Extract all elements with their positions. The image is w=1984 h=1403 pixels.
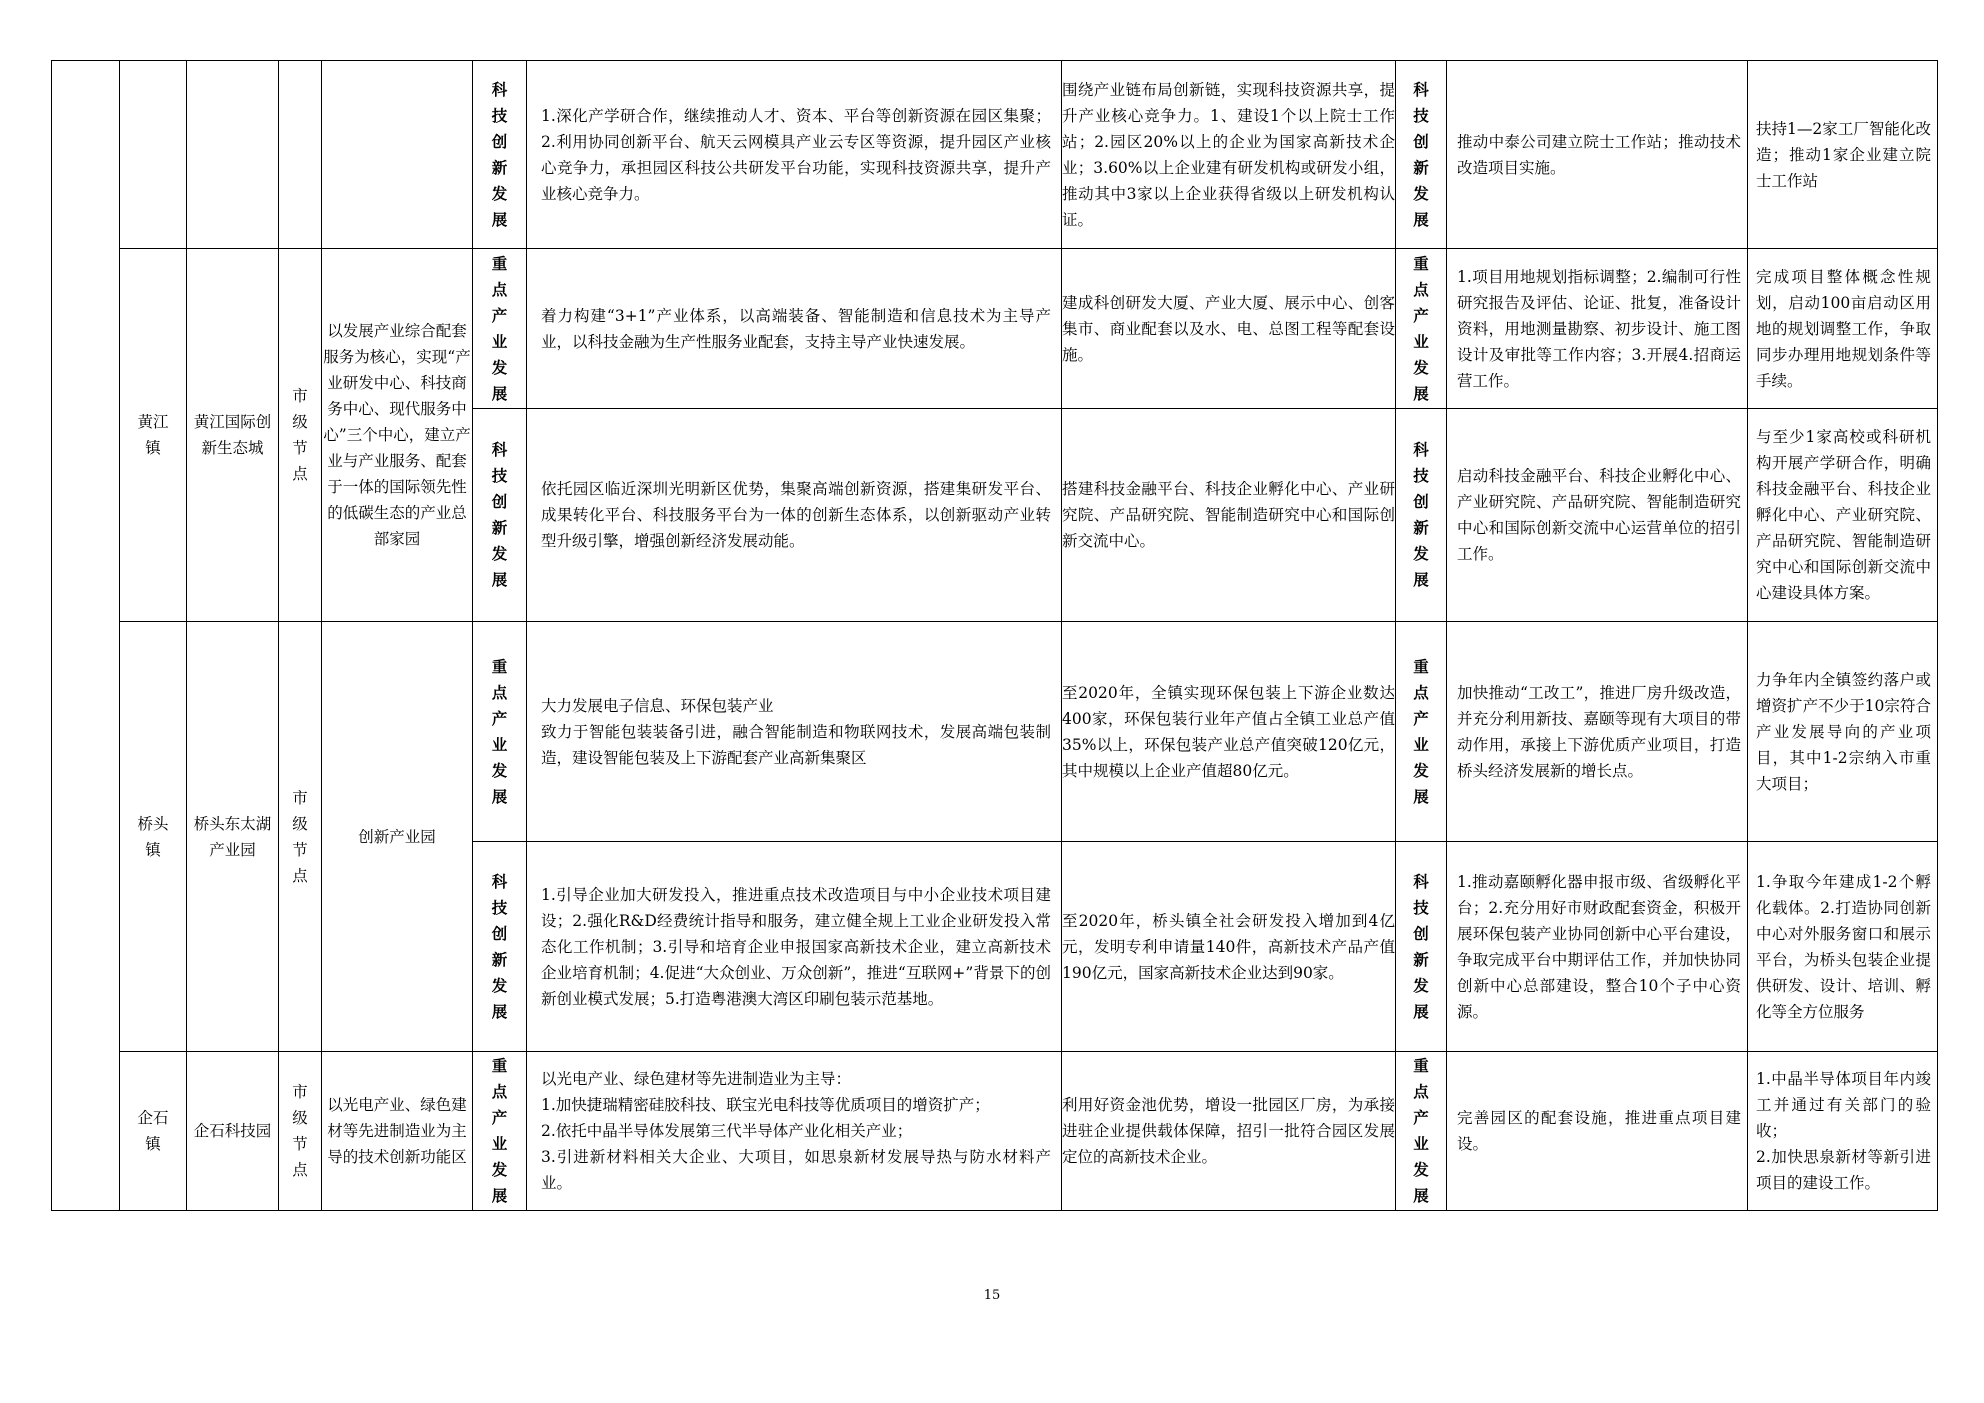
cell-paragraph: 3.引进新材料相关大企业、大项目，如思泉新材发展导热与防水材料产业。	[541, 1148, 1051, 1192]
cell-paragraph: 搭建科技金融平台、科技企业孵化中心、产业研究院、产品研究院、智能制造研究中心和国际创新交流中心。	[1062, 480, 1395, 550]
category-cell	[1396, 409, 1447, 622]
cell-paragraph: 2.依托中晶半导体发展第三代半导体产业化相关产业；	[541, 1122, 913, 1140]
group-blank-cell	[52, 61, 120, 1211]
table-row	[52, 1052, 1938, 1211]
page-number: 15	[983, 1288, 1001, 1303]
category-cell	[1396, 249, 1447, 409]
vertical-text: 重点产业发展	[491, 1056, 508, 1205]
work-cell	[1447, 622, 1748, 842]
cell-paragraph: 利用好资金池优势，增设一批园区厂房，为承接进驻企业提供载体保障，招引一批符合园区发展定位的高新技术企业。	[1062, 1096, 1395, 1166]
vertical-text: 科技创新发展	[491, 79, 508, 229]
cell-paragraph: 围绕产业链布局创新链，实现科技资源共享，提升产业核心竞争力。1、建设1个以上院士工作站；2.园区20%以上的企业为国家高新技术企业；3.60%以上企业建有研发机构或研发小组，推动其中3家以上企业获得省级以上研发机构认证。	[1062, 80, 1395, 229]
vertical-text: 重点产业发展	[491, 253, 508, 403]
vertical-text: 重点产业发展	[1413, 656, 1429, 806]
measures-cell	[527, 409, 1062, 622]
continued-level-cell	[279, 61, 322, 249]
category-cell	[473, 409, 527, 622]
cell-paragraph: 1.深化产学研合作，继续推动人才、资本、平台等创新资源在园区集聚；2.利用协同创新平台、航天云网模具产业云专区等资源，提升园区产业核心竞争力，承担园区科技公共研发平台功能，实现科技资源共享，提升产业核心竞争力。	[541, 106, 1051, 203]
work-cell	[1447, 409, 1748, 622]
level-cell	[279, 1052, 322, 1211]
vertical-text: 科技创新发展	[491, 871, 508, 1021]
cell-paragraph: 1.推动嘉颐孵化器申报市级、省级孵化平台；2.充分用好市财政配套资金，积极开展环保包装产业协同创新中心平台建设，争取完成平台中期评估工作，并加快协同创新中心总部建设，整合10个子中心资源。	[1457, 872, 1741, 1021]
level-cell	[279, 622, 322, 1052]
town-cell	[120, 1052, 187, 1211]
category-cell	[473, 622, 527, 842]
town-name: 桥头镇	[137, 814, 169, 859]
park-cell: 桥头东太湖产业园	[187, 622, 279, 1052]
goal-cell	[1748, 249, 1938, 409]
cell-paragraph: 力争年内全镇签约落户或增资扩产不少于10宗符合产业发展导向的产业项目，其中1-2宗纳入市重大项目；	[1756, 670, 1931, 793]
target-cell	[1062, 842, 1396, 1052]
goal-cell	[1748, 622, 1938, 842]
cell-paragraph: 1.争取今年建成1-2个孵化载体。2.打造协同创新中心对外服务窗口和展示平台，为桥头包装企业提供研发、设计、培训、孵化等全方位服务	[1756, 872, 1931, 1021]
cell-paragraph: 完成项目整体概念性规划，启动100亩启动区用地的规划调整工作，争取同步办理用地规划条件等手续。	[1756, 267, 1931, 390]
target-cell	[1062, 249, 1396, 409]
work-cell	[1447, 842, 1748, 1052]
cell-paragraph: 以光电产业、绿色建材等先进制造业为主导：	[541, 1070, 852, 1088]
cell-paragraph: 着力构建“3+1”产业体系，以高端装备、智能制造和信息技术为主导产业，以科技金融为生产性服务业配套，支持主导产业快速发展。	[541, 306, 1051, 351]
cell-paragraph: 至2020年，全镇实现环保包装上下游企业数达400家，环保包装行业年产值占全镇工业总产值35%以上，环保包装产业总产值突破120亿元，其中规模以上企业产值超80亿元。	[1062, 683, 1395, 780]
vertical-text: 市级节点	[292, 1083, 308, 1179]
continued-town-cell	[120, 61, 187, 249]
cell-paragraph: 建成科创研发大厦、产业大厦、展示中心、创客集市、商业配套以及水、电、总图工程等配套设施。	[1062, 293, 1395, 364]
table-row	[52, 61, 1938, 249]
target-cell	[1062, 409, 1396, 622]
goal-cell	[1748, 842, 1938, 1052]
cell-paragraph: 完善园区的配套设施，推进重点项目建设。	[1457, 1109, 1741, 1153]
positioning-cell: 创新产业园	[322, 622, 473, 1052]
cell-paragraph: 1.引导企业加大研发投入，推进重点技术改造项目与中小企业技术项目建设；2.强化R&D经费统计指导和服务，建立健全规上工业企业研发投入常态化工作机制；3.引导和培育企业申报国家高新技术企业，建立高新技术企业培育机制；4.促进“大众创业、万众创新”，推进“互联网+”背景下的创新创业模式发展；5.打造粤港澳大湾区印刷包装示范基地。	[541, 885, 1051, 1008]
plan-table	[51, 60, 1938, 1211]
category-cell	[1396, 622, 1447, 842]
cell-paragraph: 扶持1—2家工厂智能化改造；推动1家企业建立院士工作站	[1756, 119, 1931, 190]
work-cell	[1447, 1052, 1748, 1211]
town-cell	[120, 249, 187, 622]
category-cell	[1396, 842, 1447, 1052]
vertical-text: 重点产业发展	[1413, 1056, 1429, 1205]
target-cell	[1062, 1052, 1396, 1211]
cell-paragraph: 1.加快捷瑞精密硅胶科技、联宝光电科技等优质项目的增资扩产；	[541, 1096, 990, 1114]
goal-cell	[1748, 409, 1938, 622]
work-cell	[1447, 61, 1748, 249]
vertical-text: 科技创新发展	[1413, 79, 1429, 229]
vertical-text: 重点产业发展	[491, 656, 508, 806]
cell-paragraph: 2.加快思泉新材等新引进项目的建设工作。	[1756, 1148, 1931, 1192]
vertical-text: 市级节点	[292, 788, 308, 885]
level-cell	[279, 249, 322, 622]
cell-paragraph: 加快推动“工改工”，推进厂房升级改造，并充分利用新技、嘉颐等现有大项目的带动作用，承接上下游优质产业项目，打造桥头经济发展新的增长点。	[1457, 683, 1741, 780]
town-cell	[120, 622, 187, 1052]
category-cell	[1396, 61, 1447, 249]
vertical-text: 市级节点	[292, 387, 308, 483]
continued-positioning-cell	[322, 61, 473, 249]
town-name: 企石镇	[137, 1109, 169, 1153]
continued-park-cell	[187, 61, 279, 249]
measures-cell	[527, 1052, 1062, 1211]
table-body	[52, 61, 1938, 1211]
vertical-text: 重点产业发展	[1413, 253, 1429, 403]
category-cell	[473, 249, 527, 409]
cell-paragraph: 至2020年，桥头镇全社会研发投入增加到4亿元，发明专利申请量140件，高新技术产品产值190亿元，国家高新技术企业达到90家。	[1062, 911, 1395, 982]
category-cell	[473, 1052, 527, 1211]
positioning-cell: 以发展产业综合配套服务为核心，实现“产业研发中心、科技商务中心、现代服务中心”三个中心，建立产业与产业服务、配套于一体的国际领先性的低碳生态的产业总部家园	[322, 249, 473, 622]
cell-paragraph: 致力于智能包装装备引进，融合智能制造和物联网技术，发展高端包装制造，建设智能包装及上下游配套产业高新集聚区	[541, 722, 1051, 767]
cell-paragraph: 依托园区临近深圳光明新区优势，集聚高端创新资源，搭建集研发平台、成果转化平台、科技服务平台为一体的创新生态体系，以创新驱动产业转型升级引擎，增强创新经济发展动能。	[541, 480, 1051, 550]
category-cell	[1396, 1052, 1447, 1211]
cell-paragraph: 推动中泰公司建立院士工作站；推动技术改造项目实施。	[1457, 132, 1741, 177]
work-cell	[1447, 249, 1748, 409]
positioning-cell: 以光电产业、绿色建材等先进制造业为主导的技术创新功能区	[322, 1052, 473, 1211]
cell-paragraph: 与至少1家高校或科研机构开展产学研合作，明确科技金融平台、科技企业孵化中心、产业研究院、产品研究院、智能制造研究中心和国际创新交流中心建设具体方案。	[1756, 428, 1931, 602]
category-cell	[473, 61, 527, 249]
park-cell: 企石科技园	[187, 1052, 279, 1211]
vertical-text: 科技创新发展	[1413, 440, 1429, 589]
vertical-text: 科技创新发展	[491, 440, 508, 589]
measures-cell	[527, 249, 1062, 409]
cell-paragraph: 启动科技金融平台、科技企业孵化中心、产业研究院、产品研究院、智能制造研究中心和国际创新交流中心运营单位的招引工作。	[1457, 467, 1741, 563]
town-name: 黄江镇	[137, 413, 169, 457]
category-cell	[473, 842, 527, 1052]
target-cell	[1062, 61, 1396, 249]
cell-paragraph: 1.中晶半导体项目年内竣工并通过有关部门的验收；	[1756, 1070, 1931, 1140]
park-cell: 黄江国际创新生态城	[187, 249, 279, 622]
cell-paragraph: 大力发展电子信息、环保包装产业	[541, 696, 774, 715]
measures-cell	[527, 61, 1062, 249]
goal-cell	[1748, 61, 1938, 249]
measures-cell	[527, 842, 1062, 1052]
measures-cell	[527, 622, 1062, 842]
vertical-text: 科技创新发展	[1413, 871, 1429, 1021]
goal-cell	[1748, 1052, 1938, 1211]
cell-paragraph: 1.项目用地规划指标调整；2.编制可行性研究报告及评估、论证、批复，准备设计资料，用地测量勘察、初步设计、施工图设计及审批等工作内容；3.开展4.招商运营工作。	[1457, 267, 1741, 390]
table-row	[52, 249, 1938, 409]
table-row	[52, 622, 1938, 842]
target-cell	[1062, 622, 1396, 842]
